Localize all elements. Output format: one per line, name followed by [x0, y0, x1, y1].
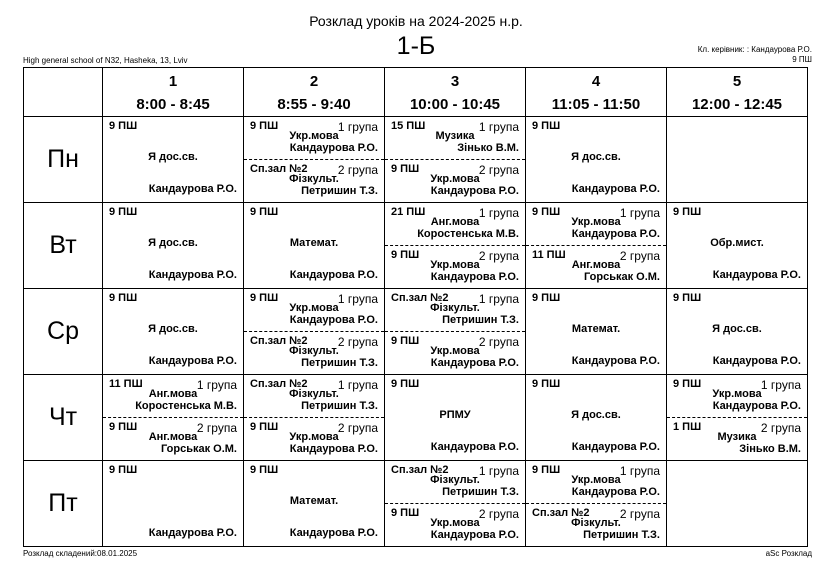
period-number: 4	[591, 73, 601, 90]
lesson	[526, 461, 666, 503]
lesson-teacher: Кандаурова Р.О.	[430, 271, 519, 283]
lesson-group: 1 група	[337, 120, 378, 134]
lesson	[244, 331, 384, 375]
lesson-teacher: Петришин Т.З.	[301, 400, 378, 412]
lesson-cell	[385, 461, 526, 547]
period-header	[667, 68, 808, 117]
lesson-room: 9 ПШ	[532, 206, 561, 218]
lesson-teacher: Зінько В.М.	[739, 443, 801, 455]
lesson-teacher: Кандаурова Р.О.	[289, 142, 378, 154]
period-number: 2	[309, 73, 319, 90]
lesson	[244, 375, 384, 417]
lesson-room: 9 ПШ	[109, 206, 138, 218]
day-name: Вт	[24, 203, 103, 289]
lesson-subject: Обр.мист.	[710, 237, 764, 249]
day-row	[24, 203, 808, 289]
lesson	[244, 117, 384, 159]
lesson-teacher: Коростенська М.В.	[417, 228, 519, 240]
lesson-group: 1 група	[478, 464, 519, 478]
lesson	[103, 289, 243, 374]
lesson	[526, 203, 666, 245]
lesson	[526, 503, 666, 547]
lesson-teacher: Коростенська М.В.	[135, 400, 237, 412]
lesson-teacher: Кандаурова Р.О.	[571, 228, 660, 240]
lesson-cell	[526, 117, 667, 203]
lesson-group: 1 група	[196, 378, 237, 392]
lesson	[103, 461, 243, 546]
lesson-cell	[103, 375, 244, 461]
schedule-title: Розклад уроків на 2024-2025 н.р.	[309, 13, 523, 29]
lesson-group: 2 група	[619, 507, 660, 521]
lesson-subject: Фізкульт.	[430, 474, 480, 486]
lesson-teacher: Кандаурова Р.О.	[571, 441, 660, 453]
lesson-group: 2 група	[337, 335, 378, 349]
lesson-subject: РПМУ	[439, 409, 471, 421]
lesson-subject: Я дос.св.	[571, 409, 621, 421]
lesson-room: Сп.зал №2	[391, 292, 449, 304]
lesson-cell	[526, 375, 667, 461]
day-name: Чт	[24, 375, 103, 461]
lesson-room: Сп.зал №2	[391, 464, 449, 476]
lesson-teacher: Зінько В.М.	[457, 142, 519, 154]
lesson-subject: Укр.мова	[571, 216, 621, 228]
class-teacher-label: Кл. керівник: : Кандаурова Р.О.	[697, 45, 812, 54]
period-time: 8:00 - 8:45	[136, 96, 210, 113]
lesson-cell	[103, 461, 244, 547]
lesson	[526, 289, 666, 374]
lesson-subject: Я дос.св.	[712, 323, 762, 335]
lesson-cell	[667, 289, 808, 375]
lesson	[526, 117, 666, 202]
lesson-teacher: Кандаурова Р.О.	[430, 357, 519, 369]
lesson-subject: Фізкульт.	[289, 388, 339, 400]
lesson-room: 9 ПШ	[532, 120, 561, 132]
lesson-cell	[667, 203, 808, 289]
lesson-group: 1 група	[337, 378, 378, 392]
lesson-room: 9 ПШ	[109, 120, 138, 132]
lesson-group: 2 група	[196, 421, 237, 435]
lesson-subject: Я дос.св.	[148, 151, 198, 163]
lesson	[385, 331, 525, 375]
footer-created-date: Розклад складений:08.01.2025	[23, 549, 138, 558]
lesson-teacher: Кандаурова Р.О.	[712, 400, 801, 412]
lesson-room: Сп.зал №2	[250, 163, 308, 175]
period-time: 11:05 - 11:50	[551, 96, 641, 113]
lesson-teacher: Кандаурова Р.О.	[430, 529, 519, 541]
lesson-group: 2 група	[337, 163, 378, 177]
period-header	[244, 68, 385, 117]
lesson-subject: Музика	[717, 431, 757, 443]
period-time: 12:00 - 12:45	[691, 96, 783, 113]
lesson-subject: Анг.мова	[148, 388, 198, 400]
lesson	[244, 461, 384, 546]
lesson-cell	[667, 117, 808, 203]
lesson-group: 1 група	[619, 206, 660, 220]
lesson-subject: Анг.мова	[148, 431, 198, 443]
lesson	[667, 417, 807, 461]
lesson-room: 9 ПШ	[673, 206, 702, 218]
lesson-room: 9 ПШ	[391, 163, 420, 175]
lesson-subject: Укр.мова	[289, 130, 339, 142]
class-teacher-info	[698, 45, 812, 65]
lesson-subject: Укр.мова	[289, 431, 339, 443]
school-name: High general school of N32, Hasheka, 13, Lviv	[23, 56, 188, 65]
lesson-subject: Математ.	[289, 237, 339, 249]
lesson-room: 1 ПШ	[673, 421, 702, 433]
day-name: Пн	[24, 117, 103, 203]
lesson	[244, 417, 384, 461]
lesson-cell	[103, 117, 244, 203]
lesson-room: 9 ПШ	[673, 378, 702, 390]
lesson-room: 9 ПШ	[250, 421, 279, 433]
lesson	[385, 503, 525, 547]
lesson-subject: Анг.мова	[571, 259, 621, 271]
lesson-subject: Музика	[435, 130, 475, 142]
lesson-teacher: Кандаурова Р.О.	[289, 443, 378, 455]
lesson-group: 2 група	[478, 249, 519, 263]
lesson-teacher: Петришин Т.З.	[442, 486, 519, 498]
lesson-room: 21 ПШ	[391, 206, 426, 218]
period-header-row	[24, 68, 808, 117]
lesson	[244, 289, 384, 331]
lesson	[385, 245, 525, 289]
lesson-group: 1 група	[478, 120, 519, 134]
class-teacher-room: 9 ПШ	[792, 55, 812, 64]
lesson-group: 2 група	[478, 163, 519, 177]
lesson-group: 2 група	[337, 421, 378, 435]
lesson-cell	[385, 375, 526, 461]
lesson-room: 9 ПШ	[250, 120, 279, 132]
lesson-teacher: Кандаурова Р.О.	[148, 527, 237, 539]
lesson-group: 2 група	[760, 421, 801, 435]
lesson-room: 9 ПШ	[532, 378, 561, 390]
lesson-teacher: Кандаурова Р.О.	[289, 527, 378, 539]
lesson-group: 2 група	[478, 335, 519, 349]
lesson-teacher: Кандаурова Р.О.	[430, 185, 519, 197]
lesson-teacher: Кандаурова Р.О.	[571, 355, 660, 367]
lesson	[244, 203, 384, 288]
lesson-cell	[244, 117, 385, 203]
lesson-room: 9 ПШ	[250, 464, 279, 476]
timetable-grid	[23, 67, 808, 547]
lesson-cell	[385, 289, 526, 375]
day-name: Пт	[24, 461, 103, 547]
lesson-room: Сп.зал №2	[250, 378, 308, 390]
lesson-room: 9 ПШ	[109, 421, 138, 433]
lesson-room: 9 ПШ	[250, 292, 279, 304]
lesson	[385, 375, 525, 460]
lesson-cell	[244, 289, 385, 375]
lesson-cell	[244, 375, 385, 461]
lesson-group: 1 група	[337, 292, 378, 306]
lesson-room: 9 ПШ	[391, 249, 420, 261]
lesson-group: 1 група	[760, 378, 801, 392]
lesson-room: 9 ПШ	[109, 292, 138, 304]
day-row	[24, 289, 808, 375]
lesson-room: Сп.зал №2	[250, 335, 308, 347]
lesson	[103, 417, 243, 461]
lesson-subject: Укр.мова	[289, 302, 339, 314]
lesson-cell	[667, 375, 808, 461]
lesson-room: 9 ПШ	[673, 292, 702, 304]
lesson-subject: Фізкульт.	[430, 302, 480, 314]
lesson-cell	[526, 461, 667, 547]
lesson	[667, 203, 807, 288]
day-row	[24, 117, 808, 203]
period-number: 1	[168, 73, 178, 90]
lesson	[667, 375, 807, 417]
lesson-teacher: Кандаурова Р.О.	[289, 269, 378, 281]
lesson-subject: Анг.мова	[430, 216, 480, 228]
lesson-subject: Укр.мова	[430, 517, 480, 529]
lesson-room: 15 ПШ	[391, 120, 426, 132]
lesson-teacher: Кандаурова Р.О.	[712, 355, 801, 367]
lesson-group: 2 група	[619, 249, 660, 263]
lesson-teacher: Петришин Т.З.	[301, 357, 378, 369]
lesson-cell	[385, 117, 526, 203]
footer-app-name: aSc Розклад	[765, 549, 812, 558]
lesson-subject: Укр.мова	[430, 173, 480, 185]
lesson	[385, 203, 525, 245]
lesson-room: 9 ПШ	[109, 464, 138, 476]
lesson	[667, 289, 807, 374]
lesson	[103, 117, 243, 202]
lesson-subject: Я дос.св.	[571, 151, 621, 163]
lesson-room: 9 ПШ	[532, 292, 561, 304]
lesson-subject: Математ.	[571, 323, 621, 335]
lesson-teacher: Кандаурова Р.О.	[430, 441, 519, 453]
lesson	[526, 375, 666, 460]
period-header	[385, 68, 526, 117]
period-time: 8:55 - 9:40	[277, 96, 351, 113]
lesson-subject: Укр.мова	[712, 388, 762, 400]
lesson-cell	[244, 203, 385, 289]
period-time: 10:00 - 10:45	[409, 96, 501, 113]
lesson-cell	[526, 203, 667, 289]
lesson	[385, 117, 525, 159]
class-name: 1-Б	[396, 32, 436, 60]
lesson-subject: Я дос.св.	[148, 237, 198, 249]
lesson-teacher: Петришин Т.З.	[301, 185, 378, 197]
lesson-room: 9 ПШ	[250, 206, 279, 218]
lesson-group: 1 група	[619, 464, 660, 478]
lesson-room: 9 ПШ	[532, 464, 561, 476]
lesson-teacher: Петришин Т.З.	[442, 314, 519, 326]
lesson-room: 9 ПШ	[391, 507, 420, 519]
lesson-room: 11 ПШ	[109, 378, 143, 390]
lesson	[244, 159, 384, 203]
day-row	[24, 461, 808, 547]
lesson	[526, 245, 666, 289]
lesson-teacher: Кандаурова Р.О.	[148, 183, 237, 195]
lesson-subject: Укр.мова	[571, 474, 621, 486]
lesson-cell	[103, 289, 244, 375]
lesson-cell	[526, 289, 667, 375]
corner-cell	[24, 68, 103, 117]
lesson-subject: Укр.мова	[430, 259, 480, 271]
period-header	[103, 68, 244, 117]
lesson-teacher: Петришин Т.З.	[583, 529, 660, 541]
lesson-subject: Укр.мова	[430, 345, 480, 357]
lesson-cell	[667, 461, 808, 547]
lesson-teacher: Кандаурова Р.О.	[571, 486, 660, 498]
lesson	[385, 159, 525, 203]
lesson-subject: Фізкульт.	[289, 173, 339, 185]
lesson	[385, 289, 525, 331]
lesson-room: Сп.зал №2	[532, 507, 590, 519]
lesson-teacher: Кандаурова Р.О.	[571, 183, 660, 195]
period-number: 3	[450, 73, 460, 90]
lesson-teacher: Горськак О.М.	[583, 271, 660, 283]
lesson-teacher: Кандаурова Р.О.	[289, 314, 378, 326]
lesson-teacher: Кандаурова Р.О.	[148, 269, 237, 281]
lesson-room: 9 ПШ	[391, 335, 420, 347]
lesson-cell	[385, 203, 526, 289]
day-row	[24, 375, 808, 461]
day-name: Ср	[24, 289, 103, 375]
lesson-teacher: Горськак О.М.	[160, 443, 237, 455]
lesson-group: 1 група	[478, 206, 519, 220]
lesson-group: 2 група	[478, 507, 519, 521]
lesson-room: 11 ПШ	[532, 249, 566, 261]
lesson-teacher: Кандаурова Р.О.	[712, 269, 801, 281]
period-number: 5	[732, 73, 742, 90]
lesson-cell	[103, 203, 244, 289]
lesson-subject: Математ.	[289, 495, 339, 507]
lesson-teacher: Кандаурова Р.О.	[148, 355, 237, 367]
lesson-subject: Фізкульт.	[571, 517, 621, 529]
period-header	[526, 68, 667, 117]
lesson	[103, 375, 243, 417]
lesson-cell	[244, 461, 385, 547]
lesson	[103, 203, 243, 288]
lesson-room: 9 ПШ	[391, 378, 420, 390]
lesson-group: 1 група	[478, 292, 519, 306]
lesson-subject: Я дос.св.	[148, 323, 198, 335]
lesson	[385, 461, 525, 503]
lesson-subject: Фізкульт.	[289, 345, 339, 357]
